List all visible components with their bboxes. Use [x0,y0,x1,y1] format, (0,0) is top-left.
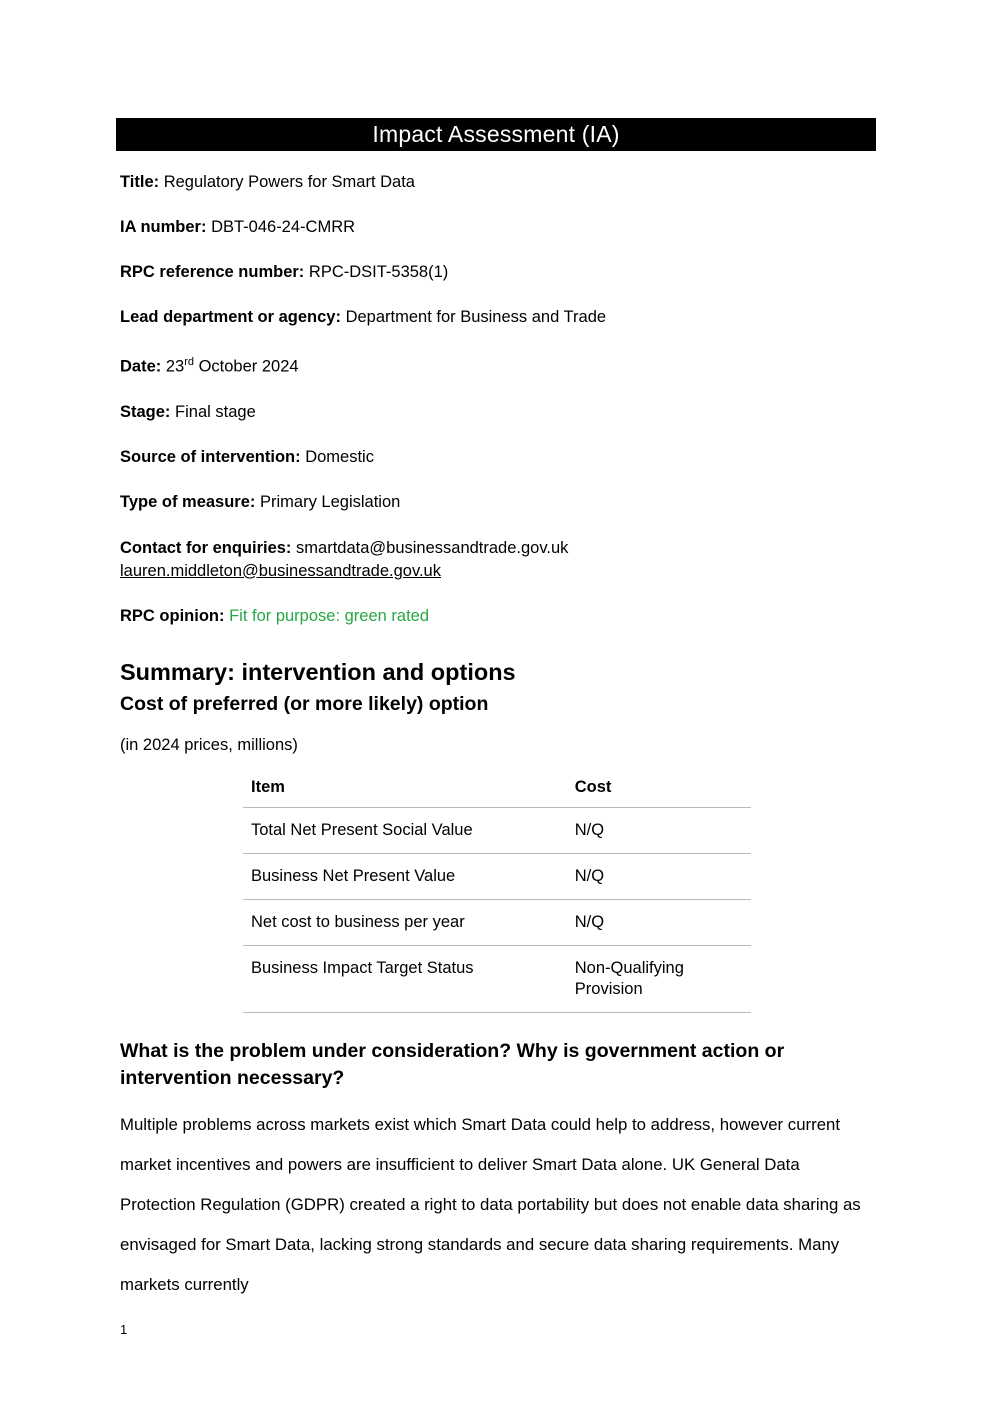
page-number: 1 [120,1322,128,1337]
meta-stage [120,402,880,422]
meta-contact-label: Contact for enquiries: [120,538,292,557]
meta-date [120,352,880,377]
meta-source-value: Domestic [305,447,374,466]
table-cell-item: Business Net Present Value [243,854,567,900]
meta-title [120,172,880,192]
meta-source-label: Source of intervention: [120,447,301,466]
question-heading: What is the problem under consideration? Why is government action or intervention necessary? [120,1040,785,1089]
cost-table [243,772,751,1013]
meta-lead-department-label: Lead department or agency: [120,308,341,326]
table-row [243,854,751,900]
meta-ia-number-label: IA number: [120,218,207,236]
question-paragraph: Multiple problems across markets exist which Smart Data could help to address, however current market incentives and powers are insufficient to deliver Smart Data alone. UK General Data Protection Regulation (GDPR) created a right to data portability but does not enable data sharing as envisaged for Smart Data, lacking strong standards and secure data sharing requirements. Many markets currently [120,1115,861,1294]
table-cell-cost: N/Q [567,900,751,946]
meta-rpc-opinion-value: Fit for purpose: green rated [229,606,430,625]
meta-date-label: Date: [120,357,162,376]
summary-heading: Summary: intervention and options [120,659,516,685]
meta-date-day: 23 [165,357,185,376]
table-cell-item: Net cost to business per year [243,900,567,946]
meta-rpc-reference-label: RPC reference number: [120,263,305,281]
meta-contact [120,537,880,581]
table-header-cost: Cost [567,772,751,808]
meta-date-rest: October 2024 [194,357,299,376]
contact-email-primary[interactable]: smartdata@businessandtrade.gov.uk [296,538,569,557]
meta-source-of-intervention [120,447,880,467]
table-cell-cost: N/Q [567,854,751,900]
summary-prices-note: (in 2024 prices, millions) [120,736,298,754]
meta-rpc-reference-value: RPC-DSIT-5358(1) [308,263,449,281]
meta-title-label: Title: [120,173,160,191]
meta-stage-label: Stage: [120,402,171,421]
meta-rpc-reference [120,262,880,282]
table-row [243,808,751,854]
table-row [243,900,751,946]
meta-lead-department [120,307,880,327]
summary-subheading: Cost of preferred (or more likely) option [120,693,489,715]
meta-lead-department-value: Department for Business and Trade [345,308,607,326]
meta-rpc-opinion [120,606,880,626]
meta-rpc-opinion-label: RPC opinion: [120,606,225,625]
table-cell-item: Business Impact Target Status [243,946,567,1013]
meta-date-suffix: rd [184,356,194,368]
meta-type-of-measure [120,492,880,512]
meta-type-value: Primary Legislation [260,492,401,511]
meta-ia-number [120,217,880,237]
table-row [243,946,751,1013]
meta-ia-number-value: DBT-046-24-CMRR [211,218,356,236]
table-header-item: Item [243,772,567,808]
table-cell-cost: Non-Qualifying Provision [567,946,751,1013]
table-cell-item: Total Net Present Social Value [243,808,567,854]
table-cell-cost: N/Q [567,808,751,854]
document-metadata [120,172,880,651]
meta-stage-value: Final stage [175,402,256,421]
contact-email-secondary[interactable]: lauren.middleton@businessandtrade.gov.uk [120,561,441,580]
meta-type-label: Type of measure: [120,492,256,511]
table-header-row [243,772,751,808]
meta-title-value: Regulatory Powers for Smart Data [163,173,415,191]
document-banner-title: Impact Assessment (IA) [116,118,876,151]
